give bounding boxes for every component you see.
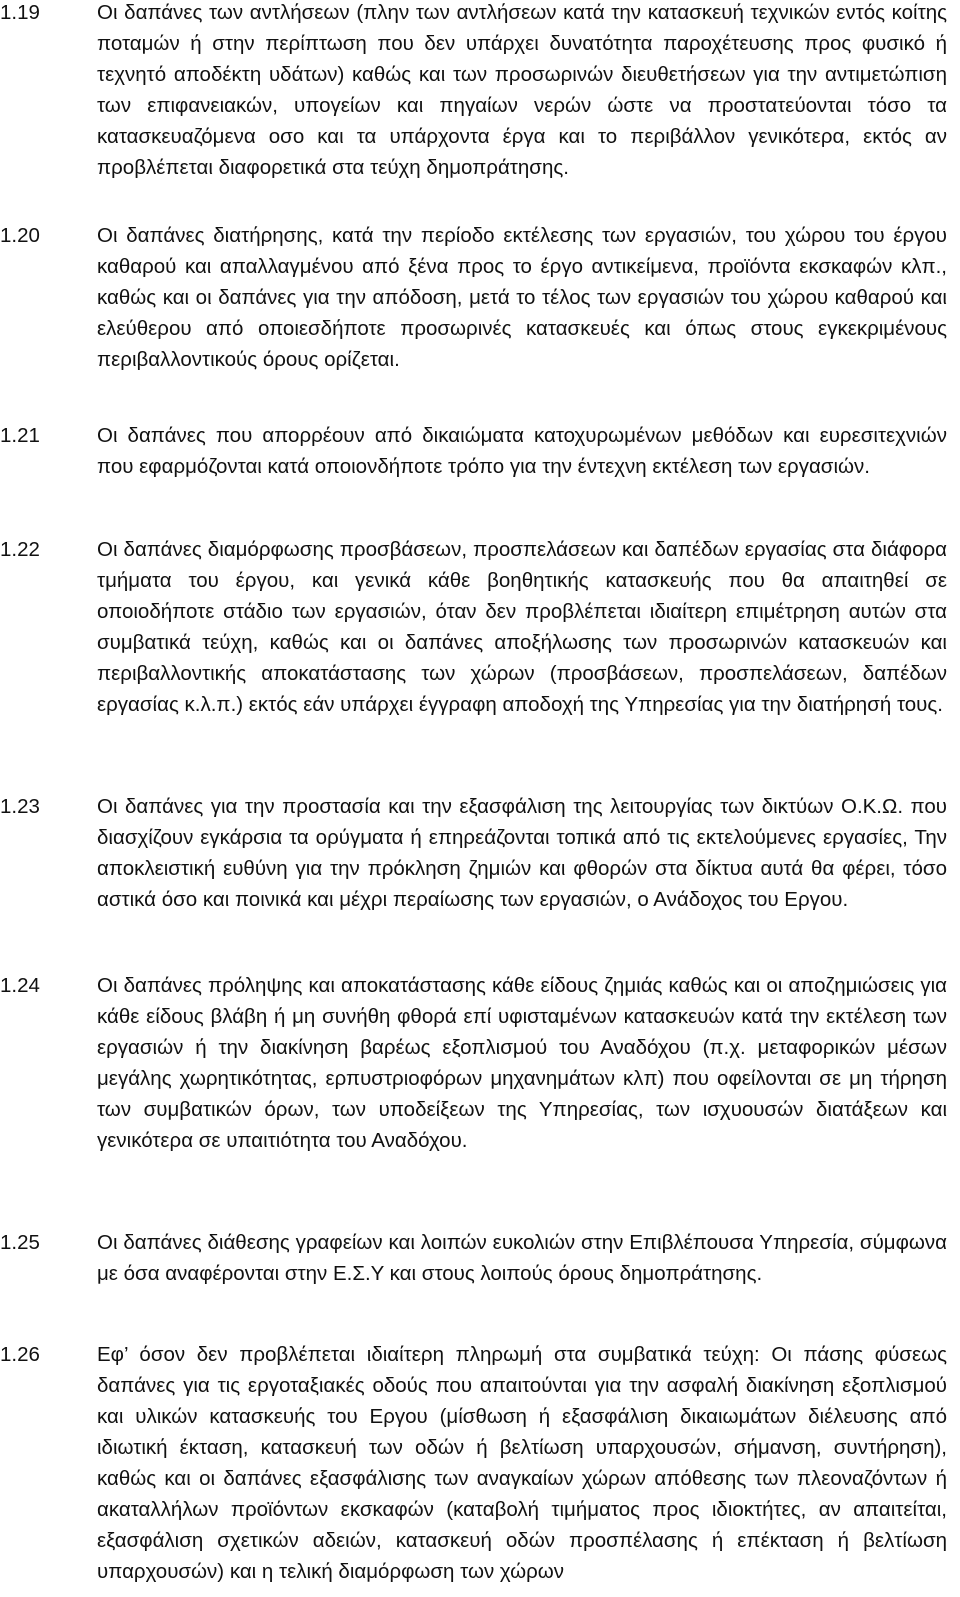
section-number: 1.21 bbox=[0, 424, 40, 447]
section-number: 1.20 bbox=[0, 224, 40, 247]
section-number: 1.23 bbox=[0, 795, 40, 818]
section-number: 1.26 bbox=[0, 1343, 40, 1366]
section-text: Οι δαπάνες διατήρησης, κατά την περίοδο εκτέλεσης των εργασιών, του χώρου του έργου καθαρού και απαλλαγμένου από ξένα προς το έργο αντικείμενα, προϊόντα εκσκαφών κλπ., καθώς και οι δαπάνες για την απόδοση, μετά το τέλος των εργασιών του χώρου καθαρού και ελεύθερου από οποιεσδήποτε προσωρινές κατασκευές και όπως στους εγκεκριμένους περιβαλλοντικούς όρους ορίζεται. bbox=[97, 224, 947, 371]
section-text: Οι δαπάνες για την προστασία και την εξασφάλιση της λειτουργίας των δικτύων Ο.Κ.Ω. που διασχίζουν εγκάρσια τα ορύγματα ή επηρεάζονται τοπικά από τις εκτελούμενες εργασίες, Την αποκλειστική ευθύνη για την πρόκληση ζημιών και φθορών στα δίκτυα αυτά θα φέρει, τόσο αστικά όσο και ποινικά και μέχρι περαίωσης των εργασιών, ο Ανάδοχος του Εργου. bbox=[97, 795, 947, 911]
section-number: 1.19 bbox=[0, 1, 40, 24]
section-text: Οι δαπάνες πρόληψης και αποκατάστασης κάθε είδους ζημιάς καθώς και οι αποζημιώσεις για κάθε είδους βλάβη ή μη συνήθη φθορά επί υφισταμένων κατασκευών κατά την εκτέλεση των εργασιών ή την διακίνηση βαρέως εξοπλισμού του Αναδόχου (π.χ. μεταφορικών μέσων μεγάλης χωρητικότητας, ερπυστριοφόρων μηχανημάτων κλπ) που οφείλονται σε μη τήρηση των συμβατικών όρων, των υποδείξεων της Υπηρεσίας, των ισχυουσών διατάξεων και γενικότερα σε υπαιτιότητα του Αναδόχου. bbox=[97, 974, 947, 1152]
section-text: Οι δαπάνες που απορρέουν από δικαιώματα κατοχυρωμένων μεθόδων και ευρεσιτεχνιών που εφαρμόζονται κατά οποιονδήποτε τρόπο για την έντεχνη εκτέλεση των εργασιών. bbox=[97, 424, 947, 478]
section-number: 1.22 bbox=[0, 538, 40, 561]
section-text: Εφ’ όσον δεν προβλέπεται ιδιαίτερη πληρωμή στα συμβατικά τεύχη: Οι πάσης φύσεως δαπάνες για τις εργοταξιακές οδούς που απαιτούνται για την ασφαλή διακίνηση εξοπλισμού και υλικών κατασκευής του Εργου (μίσθωση ή εξασφάλιση δικαιωμάτων διέλευσης από ιδιωτική έκταση, κατασκευή των οδών ή βελτίωση υπαρχουσών, σήμανση, συντήρηση), καθώς και οι δαπάνες εξασφάλισης των αναγκαίων χώρων απόθεσης των πλεοναζόντων ή ακαταλλήλων προϊόντων εκσκαφών (καταβολή τιμήματος προς ιδιοκτήτες, αν απαιτείται, εξασφάλιση σχετικών αδειών, κατασκευή οδών προσπέλασης ή επέκταση ή βελτίωση υπαρχουσών) και η τελική διαμόρφωση των χώρων bbox=[97, 1343, 947, 1583]
section-text: Οι δαπάνες των αντλήσεων (πλην των αντλήσεων κατά την κατασκευή τεχνικών εντός κοίτης ποταμών ή στην περίπτωση που δεν υπάρχει δυνατότητα παροχέτευσης προς φυσικό ή τεχνητό αποδέκτη υδάτων) καθώς και των προσωρινών διευθετήσεων για την αντιμετώπιση των επιφανειακών, υπογείων και πηγαίων νερών ώστε να προστατεύονται τόσο τα κατασκευαζόμενα οσο και τα υπάρχοντα έργα και το περιβάλλον γενικότερα, εκτός αν προβλέπεται διαφορετικά στα τεύχη δημοπράτησης. bbox=[97, 1, 947, 179]
section-number: 1.24 bbox=[0, 974, 40, 997]
section-number: 1.25 bbox=[0, 1231, 40, 1254]
section-text: Οι δαπάνες διαμόρφωσης προσβάσεων, προσπελάσεων και δαπέδων εργασίας στα διάφορα τμήματα του έργου, και γενικά κάθε βοηθητικής κατασκευής που θα απαιτηθεί σε οποιοδήποτε στάδιο των εργασιών, όταν δεν προβλέπεται ιδιαίτερη επιμέτρηση αυτών στα συμβατικά τεύχη, καθώς και οι δαπάνες αποξήλωσης των προσωρινών κατασκευών και περιβαλλοντικής αποκατάστασης των χώρων (προσβάσεων, προσπελάσεων, δαπέδων εργασίας κ.λ.π.) εκτός εάν υπάρχει έγγραφη αποδοχή της Υπηρεσίας για την διατήρησή τους. bbox=[97, 538, 947, 716]
section-text: Οι δαπάνες διάθεσης γραφείων και λοιπών ευκολιών στην Επιβλέπουσα Υπηρεσία, σύμφωνα με όσα αναφέρονται στην Ε.Σ.Υ και στους λοιπούς όρους δημοπράτησης. bbox=[97, 1231, 947, 1285]
